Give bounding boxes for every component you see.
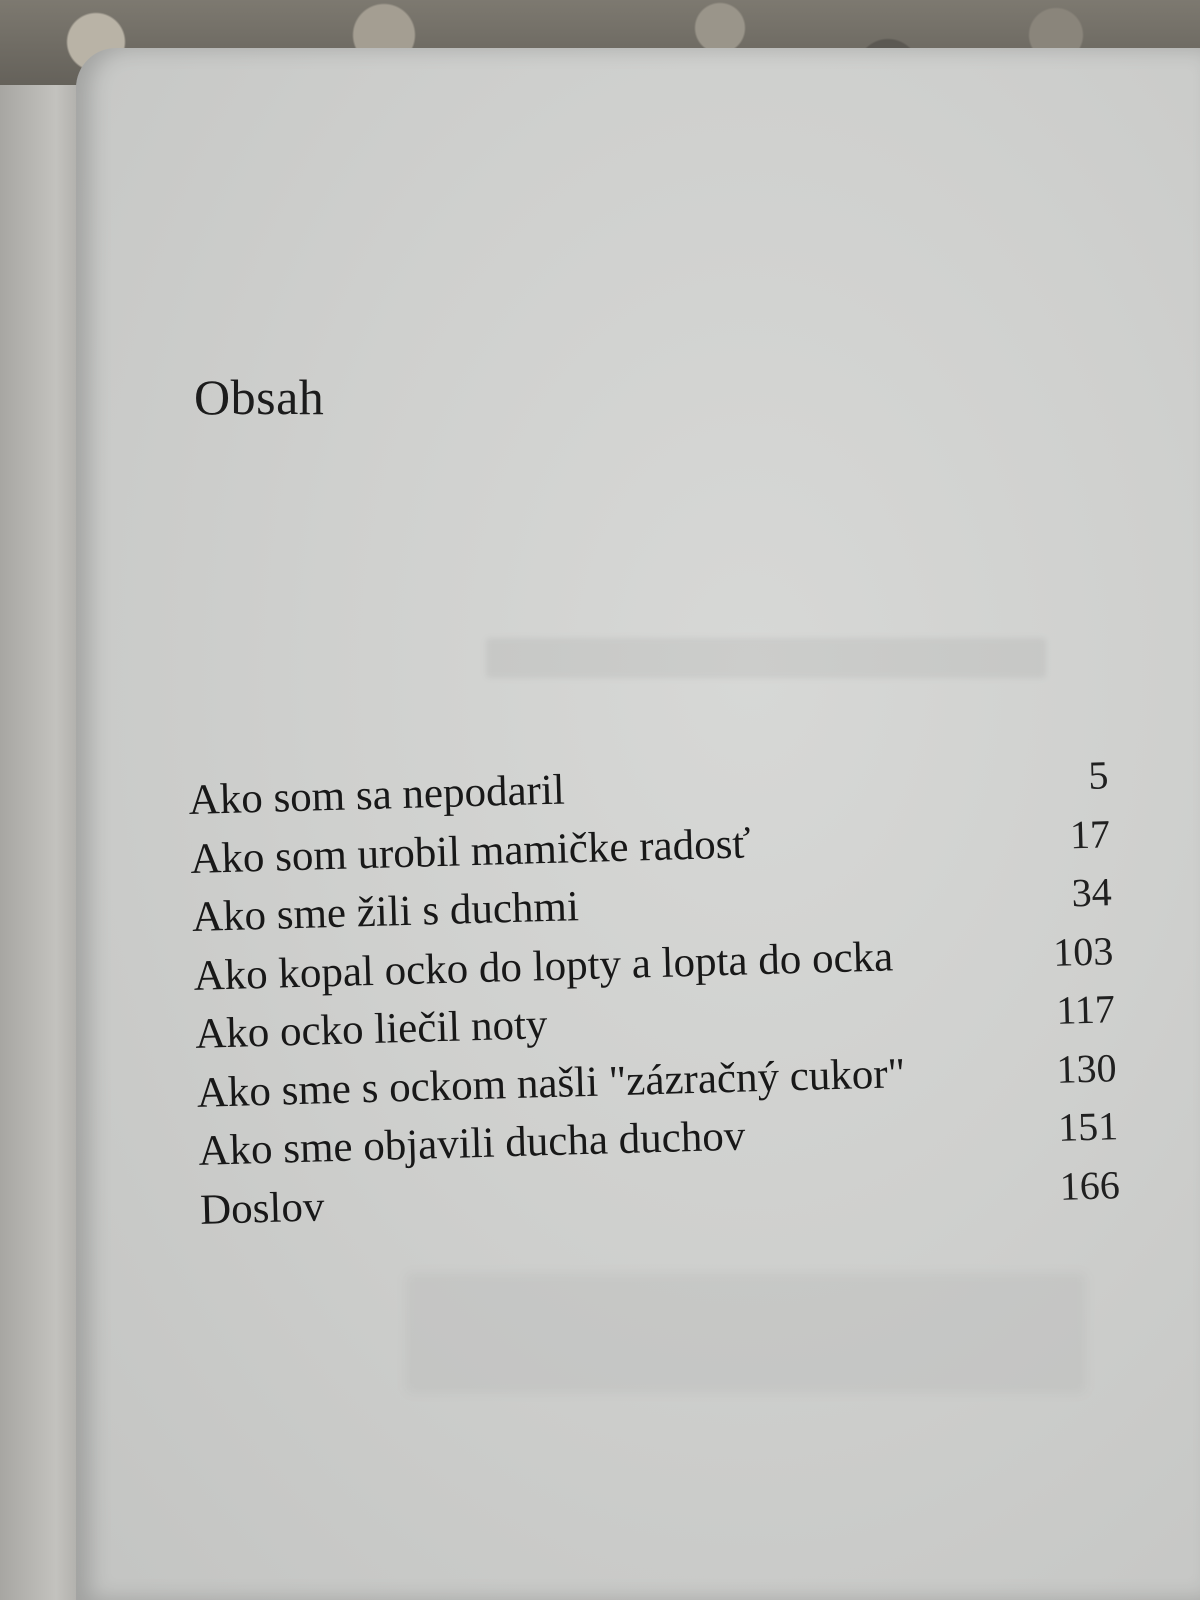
toc-entry-page-number: 151 [1057,1103,1119,1150]
table-of-contents [188,750,1121,1244]
toc-entry-page-number: 166 [1059,1161,1121,1209]
show-through-title [486,638,1046,678]
toc-entry-page-number: 17 [1069,810,1111,857]
toc-entry-page-number: 117 [1055,986,1116,1033]
toc-entry-title: Ako som sa nepodaril [188,766,566,824]
toc-entry-title: Ako sme objavili ducha duchov [197,1112,746,1175]
left-facing-page [0,85,82,1600]
show-through-block [406,1273,1086,1393]
toc-entry-title: Ako sme žili s duchmi [191,883,580,941]
toc-entry-page-number: 34 [1070,869,1113,916]
toc-entry-title: Ako kopal ocko do lopty a lopta do ocka [192,932,894,1000]
page-title: Obsah [194,369,325,425]
toc-entry-page-number: 5 [1087,752,1109,798]
toc-entry-title: Ako som urobil mamičke radosť [189,819,752,883]
toc-entry-page-number: 103 [1052,927,1114,975]
toc-entry-page-number: 130 [1055,1044,1118,1092]
toc-entry-title: Ako sme s ockom našli "zázračný cukor" [196,1049,906,1117]
book-page [76,48,1200,1600]
toc-entry-title: Doslov [199,1182,325,1234]
toc-entry-title: Ako ocko liečil noty [194,1001,549,1058]
